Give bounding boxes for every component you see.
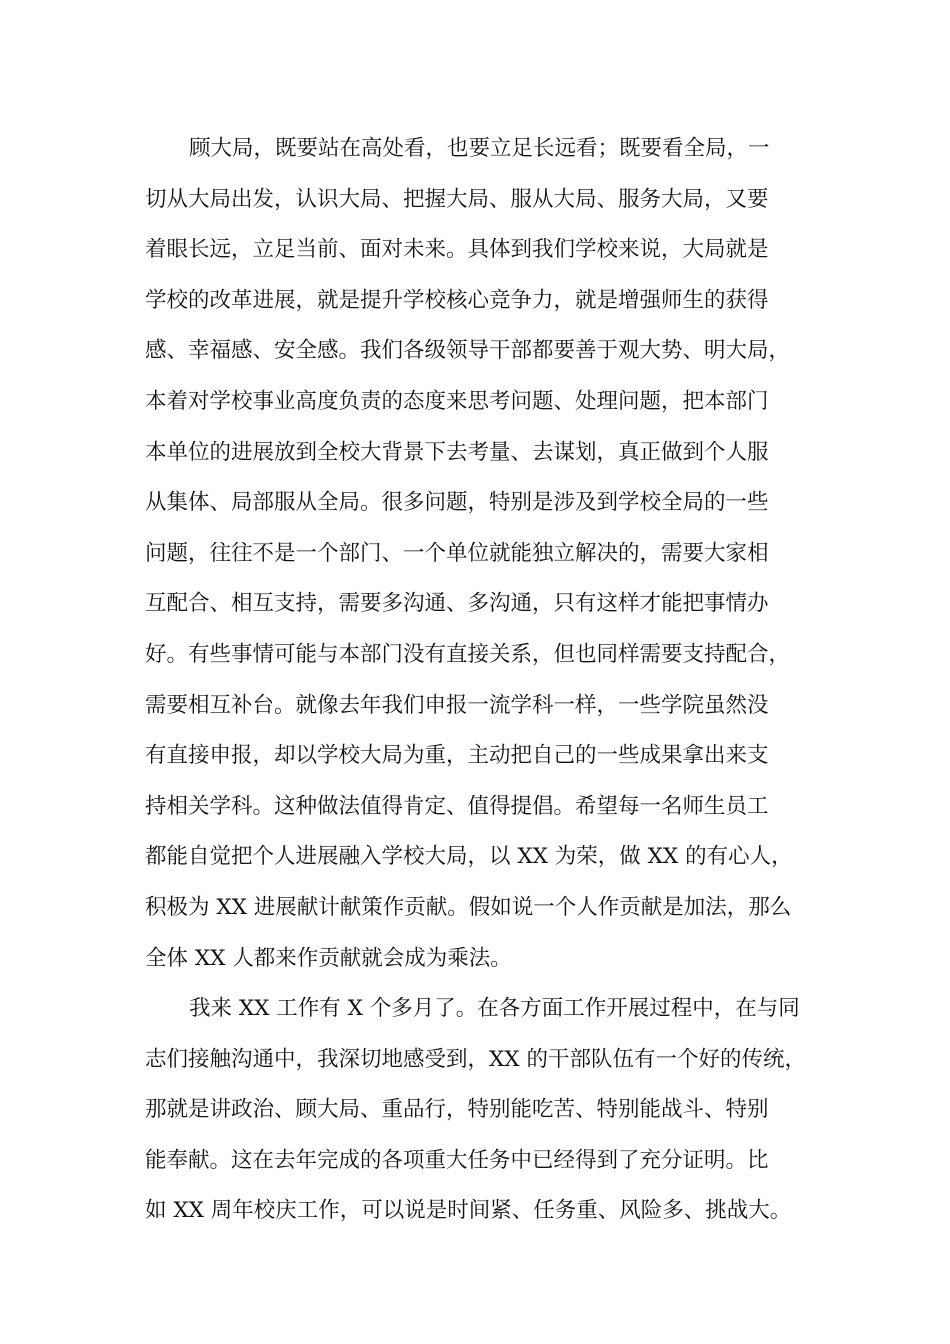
text-line: 问题，往往不是一个部门、一个单位就能独立解决的，需要大家相: [145, 540, 769, 566]
text-line: 全体 XX 人都来作贡献就会成为乘法。: [145, 945, 512, 971]
text-line: 本着对学校事业高度负责的态度来思考问题、处理问题，把本部门: [145, 388, 769, 414]
document-body: [145, 124, 810, 1237]
text-line: 持相关学科。这种做法值得肯定、值得提倡。希望每一名师生员工: [145, 793, 769, 819]
text-line: 那就是讲政治、顾大局、重品行，特别能吃苦、特别能战斗、特别: [145, 1097, 769, 1123]
text-line: 互配合、相互支持，需要多沟通、多沟通，只有这样才能把事情办: [145, 591, 769, 617]
paragraph-1: [145, 124, 810, 984]
text-line: 需要相互补台。就像去年我们申报一流学科一样，一些学院虽然没: [145, 692, 769, 718]
text-line: 切从大局出发，认识大局、把握大局、服从大局、服务大局，又要: [145, 186, 769, 212]
text-line: 如 XX 周年校庆工作，可以说是时间紧、任务重、风险多、挑战大。: [145, 1198, 792, 1224]
text-line: 感、幸福感、安全感。我们各级领导干部都要善于观大势、明大局，: [145, 338, 791, 364]
text-line: 能奉献。这在去年完成的各项重大任务中已经得到了充分证明。比: [145, 1147, 769, 1173]
text-line: 积极为 XX 进展献计献策作贡献。假如说一个人作贡献是加法，那么: [145, 894, 792, 920]
text-line: 顾大局，既要站在高处看，也要立足长远看；既要看全局，一: [189, 136, 770, 161]
text-line: 志们接触沟通中，我深切地感受到，XX 的干部队伍有一个好的传统，: [145, 1046, 806, 1072]
text-line: 都能自觉把个人进展融入学校大局，以 XX 为荣，做 XX 的有心人，: [145, 844, 793, 870]
text-line: 从集体、局部服从全局。很多问题，特别是涉及到学校全局的一些: [145, 490, 769, 516]
text-line: 学校的改革进展，就是提升学校核心竞争力，就是增强师生的获得: [145, 287, 769, 313]
text-line: 我来 XX 工作有 X 个多月了。在各方面工作开展过程中，在与同: [189, 996, 800, 1022]
text-line: 有直接申报，却以学校大局为重，主动把自己的一些成果拿出来支: [145, 743, 769, 769]
text-line: 本单位的进展放到全校大背景下去考量、去谋划，真正做到个人服: [145, 439, 769, 465]
paragraph-2: [145, 984, 810, 1237]
text-line: 着眼长远，立足当前、面对未来。具体到我们学校来说，大局就是: [145, 237, 769, 263]
text-line: 好。有些事情可能与本部门没有直接关系，但也同样需要支持配合，: [145, 641, 791, 667]
